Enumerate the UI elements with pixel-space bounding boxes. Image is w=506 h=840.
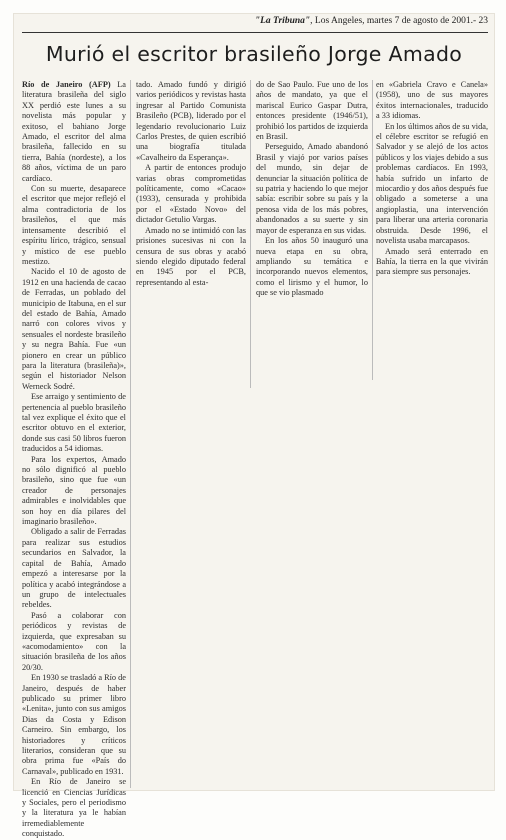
article-paragraph: do de Sao Paulo. Fue uno de los años de mandato, ya que el mariscal Eurico Gaspar Dutra, entonces presidente (1946/51), prohibió los partidos de izquierda en Brasil. <box>256 80 368 142</box>
article-headline: Murió el escritor brasileño Jorge Amado <box>45 42 463 66</box>
article-paragraph: Con su muerte, desaparece el escritor que mejor reflejó el alma contradictoria de los brasileños, el que más intensamente describió el espíritu lírico, trágico, sensual y místico de ese pueblo mestizo. <box>22 184 126 266</box>
article-paragraph: Nacido el 10 de agosto de 1912 en una hacienda de cacao de Ferradas, un poblado del municipio de Itabuna, en el sur del estado de Bahía, Amado narró con colores vivos y sensuales el nordeste brasileño y su negra Bahía. Fue «un pionero en crear un público para la literatura (brasileña)», según el historiador Nelson Werneck Sodré. <box>22 267 126 391</box>
article-column-1 <box>22 80 131 839</box>
article-paragraph: tado. Amado fundó y dirigió varios periódicos y revistas hasta ingresar al Partido Comunista Brasileño (PCB), liderado por el legendario revolucionario Luiz Carlos Prestes, de quien escribió una biografía titulada «Cavalheiro da Esperança». <box>136 80 246 162</box>
article-column-4 <box>376 80 488 354</box>
article-paragraph: Pasó a colaborar con periódicos y revistas de izquierda, que expresaban su «acomodamiento» con la situación brasileña de los años 20/30. <box>22 610 126 672</box>
article-paragraph: Perseguido, Amado abandonó Brasil y viajó por varios países del mundo, sin dejar de denunciar la situación política de su patria y haciendo lo que mejor sabía: escribir sobre su país y la penosa vida de los más pobres, abandonados a su suerte y sin mayor de esperanza en sus vidas. <box>256 142 368 235</box>
article-paragraph: En Río de Janeiro se licenció en Ciencias Jurídicas y Sociales, pero el periodismo y la literatura ya le habían irremediablemente conquistado. <box>22 777 126 839</box>
article-paragraph: A partir de entonces produjo varias obras comprometidas políticamente, como «Cacao» (1933), censurada y prohibida por el «Estado Novo» del dictador Getulio Vargas. <box>136 163 246 225</box>
header-dateline: , Los Angeles, martes 7 de agosto de 2001.- 23 <box>310 16 488 26</box>
article-body <box>22 80 489 839</box>
article-paragraph: En los últimos años de su vida, el célebre escritor se refugió en Salvador y se alejó de los actos públicos y los viajes debido a sus problemas cardíacos. En 1993, había sufrido un infarto de miocardio y dos años después fue obligado a someterse a una angioplastia, una intervención para liberar una arteria coronaria obstruida. Desde 1996, el novelista usaba marcapasos. <box>376 121 489 246</box>
article-paragraph: en «Gabriela Cravo e Canela» (1958), uno de sus mayores éxitos internacionales, traducido a 33 idiomas. <box>376 80 488 121</box>
article-paragraph: Obligado a salir de Ferradas para realizar sus estudios secundarios en Salvador, la capital de Bahía, Amado empezó a interesarse por la política y acabó integrándose a un grupo de intelectuales rebeldes. <box>22 527 126 610</box>
article-paragraph: En los años 50 inauguró una nueva etapa en su obra, ampliando su temática e incorporando nuevos elementos, como el lirismo y el humor, lo que se vio plasmado <box>256 236 368 298</box>
article-paragraph: Ese arraigo y sentimiento de pertenencia al pueblo brasileño tal vez explique el éxito que el escritor obtuvo en el exterior, donde sus casi 50 libros fueron traducidos a 54 idiomas. <box>22 392 126 454</box>
article-paragraph: Amado será enterrado en Bahía, la tierra en la que vivirán para siempre sus personajes. <box>376 246 488 277</box>
publication-name: "La Tribuna" <box>254 16 311 26</box>
article-column-3 <box>256 80 373 380</box>
article-paragraph: Para los expertos, Amado no sólo dignificó al pueblo brasileño, sino que fue «un creador de personajes admirables e inolvidables que son hoy en día pilares del imaginario brasileño». <box>22 454 126 527</box>
article-paragraph: En 1930 se trasladó a Río de Janeiro, después de haber publicado su primer libro «Lenita», junto con sus amigos Dias da Costa y Edison Carneiro. Sin embargo, los historiadores y críticos literarios, consideran que su obra prima fue «País do Carnaval», publicado en 1931. <box>22 673 126 776</box>
newspaper-clipping <box>14 14 494 839</box>
article-column-2 <box>136 80 251 388</box>
page-header <box>14 16 494 26</box>
article-paragraph: Río de Janeiro (AFP) La literatura brasileña del siglo XX perdió este lunes a su novelista más popular y exitoso, el bahiano Jorge Amado, el escritor del alma brasileña, fallecido en su tierra, Bahía (nordeste), a los 88 años, víctima de un paro cardíaco. <box>22 80 126 183</box>
header-rule <box>22 32 488 33</box>
article-paragraph: Amado no se intimidó con las prisiones sucesivas ni con la censura de sus obras y acabó siendo elegido diputado federal en 1945 por el PCB, representando al esta- <box>136 225 246 287</box>
article-dateline: Río de Janeiro (AFP) <box>22 80 111 89</box>
